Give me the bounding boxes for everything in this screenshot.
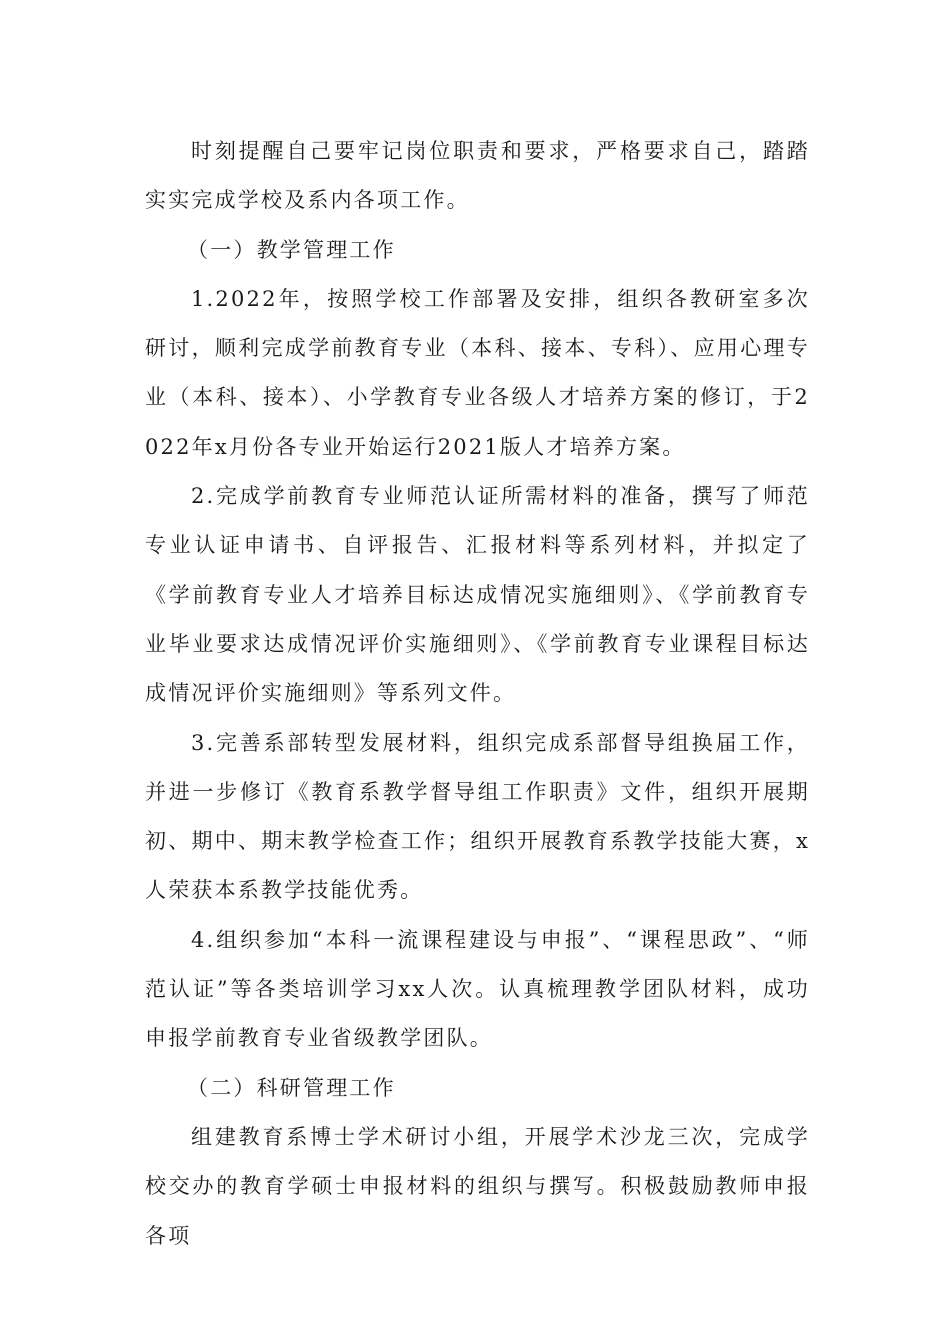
section-heading-teaching-management: （一）教学管理工作 [187, 237, 396, 262]
section-heading-research-management: （二）科研管理工作 [187, 1075, 396, 1100]
paragraph-item-2: 2.完成学前教育专业师范认证所需材料的准备，撰写了师范专业认证申请书、自评报告、汇报材料等系列材料，并拟定了《学前教育专业人才培养目标达成情况实施细则》、《学前教育专业毕业要求达成情况评价实施细则》、《学前教育专业课程目标达成情况评价实施细则》等系列文件。 [145, 484, 810, 706]
paragraph-research: 组建教育系博士学术研讨小组，开展学术沙龙三次，完成学校交办的教育学硕士申报材料的组织与撰写。积极鼓励教师申报各项 [145, 1124, 810, 1248]
paragraph-item-3: 3.完善系部转型发展材料，组织完成系部督导组换届工作，并进一步修订《教育系教学督导组工作职责》文件，组织开展期初、期中、期末教学检查工作；组织开展教育系教学技能大赛，x人荣获本系教学技能优秀。 [145, 730, 810, 903]
paragraph-item-1: 1.2022年，按照学校工作部署及安排，组织各教研室多次研讨，顺利完成学前教育专业（本科、接本、专科）、应用心理专业（本科、接本）、小学教育专业各级人才培养方案的修订，于2022年x月份各专业开始运行2021版人才培养方案。 [145, 286, 810, 459]
paragraph-intro: 时刻提醒自己要牢记岗位职责和要求，严格要求自己，踏踏实实完成学校及系内各项工作。 [145, 139, 810, 213]
document-body [145, 127, 810, 1261]
paragraph-item-4: 4.组织参加“本科一流课程建设与申报”、“课程思政”、“师范认证”等各类培训学习xx人次。认真梳理教学团队材料，成功申报学前教育专业省级教学团队。 [145, 927, 810, 1051]
